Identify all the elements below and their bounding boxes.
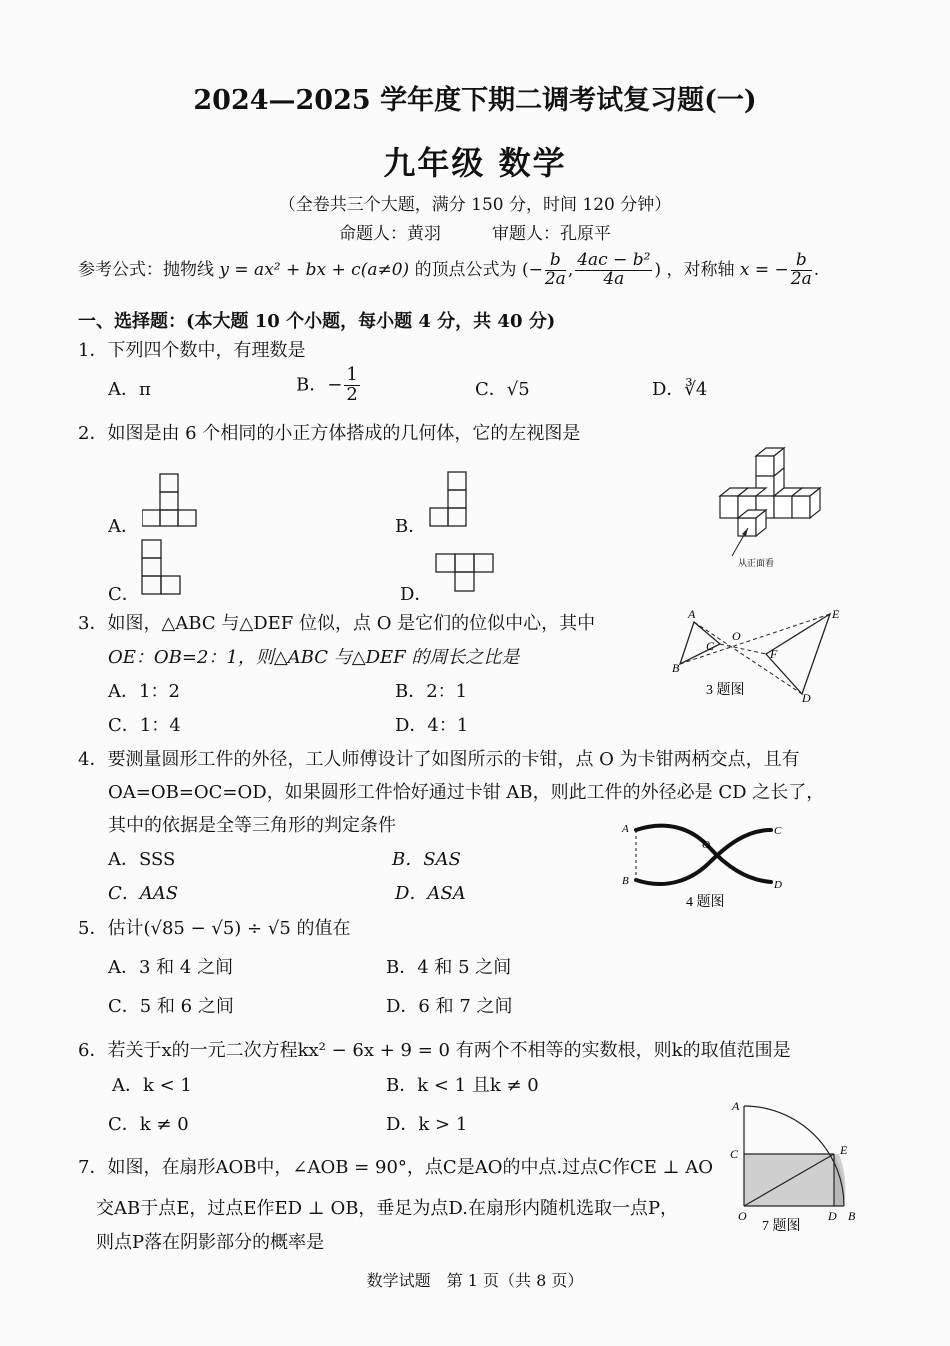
svg-text:A: A bbox=[622, 823, 629, 835]
q4-option-c: C．AAS bbox=[108, 883, 179, 904]
q3-option-c: C．1：4 bbox=[108, 715, 181, 736]
svg-text:O: O bbox=[702, 839, 710, 851]
parabola-equation: y = ax² + bx + c(a≠0) bbox=[219, 259, 410, 280]
svg-text:O: O bbox=[738, 1209, 747, 1223]
q5-option-c: C．5 和 6 之间 bbox=[108, 996, 234, 1017]
q3-option-b: B．2：1 bbox=[395, 681, 468, 702]
q2-stem: 2．如图是由 6 个相同的小正方体搭成的几何体，它的左视图是 bbox=[78, 423, 581, 444]
q3-option-d: D．4：1 bbox=[395, 715, 469, 736]
q2-option-c-figure bbox=[140, 538, 184, 598]
q5-option-d: D．6 和 7 之间 bbox=[386, 996, 513, 1017]
q3-caption: 3 题图 bbox=[706, 683, 745, 698]
q1-b-denominator: 2 bbox=[346, 383, 358, 405]
vertex-x-denominator: 2a bbox=[544, 268, 566, 289]
q6-option-b: B．k < 1 且k ≠ 0 bbox=[386, 1075, 539, 1096]
svg-text:E: E bbox=[840, 1143, 848, 1157]
q3-option-a: A．1：2 bbox=[108, 681, 180, 702]
q7-figure bbox=[722, 1096, 872, 1236]
exam-authors: 命题人：黄羽 审题人：孔原平 bbox=[339, 224, 611, 244]
vertex-x-numerator: b bbox=[545, 252, 566, 271]
axis-denominator: 2a bbox=[790, 268, 812, 289]
svg-text:A: A bbox=[732, 1099, 740, 1113]
exam-info: （全卷共三个大题，满分 150 分，时间 120 分钟） bbox=[278, 195, 672, 215]
q7-line2: 交AB于点E，过点E作ED ⊥ OB，垂足为点D.在扇形内随机选取一点P， bbox=[96, 1198, 679, 1219]
q7-line3: 则点P落在阴影部分的概率是 bbox=[96, 1232, 325, 1253]
q5-option-a: A．3 和 4 之间 bbox=[108, 957, 234, 978]
axis-numerator: b bbox=[791, 252, 812, 271]
q2-option-a: A． bbox=[108, 516, 139, 537]
formula-mid: 的顶点公式为 bbox=[414, 259, 517, 280]
axis-text: ，对称轴 bbox=[666, 259, 735, 280]
svg-text:C: C bbox=[706, 639, 715, 653]
q2-option-b-figure bbox=[428, 470, 470, 530]
svg-text:A: A bbox=[688, 607, 696, 621]
svg-text:B: B bbox=[622, 875, 629, 887]
q1-option-a: A．π bbox=[108, 379, 151, 400]
q1-option-d: D．∛4 bbox=[652, 379, 708, 400]
svg-text:F: F bbox=[770, 647, 778, 661]
svg-text:C: C bbox=[774, 825, 782, 837]
q6-option-a: A．k < 1 bbox=[112, 1075, 192, 1096]
q2-option-a-figure bbox=[142, 470, 198, 530]
q4-figure bbox=[616, 818, 786, 914]
formula-prefix: 参考公式：抛物线 bbox=[78, 259, 214, 280]
q4-line3: 其中的依据是全等三角形的判定条件 bbox=[108, 815, 396, 836]
q2-option-b: B． bbox=[395, 516, 427, 537]
q5-stem: 5．估计(√85 − √5) ÷ √5 的值在 bbox=[78, 918, 351, 939]
q1-b-numerator: 1 bbox=[346, 364, 358, 385]
svg-text:C: C bbox=[730, 1147, 739, 1161]
q2-cube-figure bbox=[712, 444, 842, 572]
q7-line1: 7．如图，在扇形AOB中，∠AOB = 90°，点C是AO的中点.过点C作CE ⊥ AO bbox=[78, 1157, 713, 1178]
q4-caption: 4 题图 bbox=[686, 895, 725, 910]
q2-option-d: D． bbox=[400, 584, 433, 605]
svg-text:E: E bbox=[832, 607, 840, 621]
section-heading: 一、选择题：(本大题 10 个小题，每小题 4 分，共 40 分) bbox=[78, 311, 556, 332]
vertex-y-numerator: 4ac − b² bbox=[577, 250, 651, 270]
q3-figure bbox=[670, 604, 850, 704]
q1-option-b: B．− $\frac{1}{2}$ bbox=[296, 364, 358, 405]
q6-option-c: C．k ≠ 0 bbox=[108, 1114, 189, 1135]
svg-text:B: B bbox=[848, 1209, 856, 1223]
q6-stem: 6．若关于x的一元二次方程kx² − 6x + 9 = 0 有两个不相等的实数根，则k的取值范围是 bbox=[78, 1040, 791, 1061]
reference-formula: 参考公式：抛物线 y = ax² + bx + c(a≠0) 的顶点公式为 (− $\frac{b}{2a}$ , $\frac{\text{4ac − b²}}{4a}$ ) ，对称轴 x = − $\frac{b}{2a}$ . bbox=[78, 250, 820, 289]
q2-view-label: 从正面看 bbox=[738, 558, 775, 568]
axis-lhs: x = − bbox=[739, 259, 789, 280]
svg-text:D: D bbox=[828, 1209, 837, 1223]
exam-title: 2024—2025 学年度下期二调考试复习题(一) bbox=[193, 85, 757, 116]
svg-text:D: D bbox=[802, 691, 811, 704]
svg-text:B: B bbox=[672, 661, 680, 675]
q3-line1: 3．如图，△ABC 与△DEF 位似，点 O 是它们的位似中心，其中 bbox=[78, 613, 596, 634]
q4-line1: 4．要测量圆形工件的外径，工人师傅设计了如图所示的卡钳，点 O 为卡钳两柄交点，且有 bbox=[78, 749, 800, 770]
vertex-y-denominator: 4a bbox=[603, 268, 625, 289]
q7-caption: 7 题图 bbox=[762, 1219, 801, 1234]
q5-option-b: B．4 和 5 之间 bbox=[386, 957, 512, 978]
svg-text:D: D bbox=[774, 879, 782, 891]
q4-line2: OA=OB=OC=OD，如果圆形工件恰好通过卡钳 AB，则此工件的外径必是 CD 之长了， bbox=[108, 782, 825, 803]
q1-stem: 1．下列四个数中，有理数是 bbox=[78, 340, 306, 361]
svg-text:O: O bbox=[732, 629, 741, 643]
page-footer: 数学试题 第 1 页（共 8 页） bbox=[366, 1271, 584, 1290]
q6-option-d: D．k > 1 bbox=[386, 1114, 468, 1135]
q4-option-b: B．SAS bbox=[392, 849, 461, 870]
q3-line2: OE：OB=2：1，则△ABC 与△DEF 的周长之比是 bbox=[108, 647, 520, 668]
q4-option-a: A．SSS bbox=[108, 849, 176, 870]
q2-option-d-figure bbox=[434, 552, 496, 596]
q1-option-c: C．√5 bbox=[475, 379, 530, 400]
q4-option-d: D．ASA bbox=[395, 883, 466, 904]
q2-option-c: C． bbox=[108, 584, 140, 605]
exam-subtitle: 九年级 数学 bbox=[383, 144, 567, 182]
